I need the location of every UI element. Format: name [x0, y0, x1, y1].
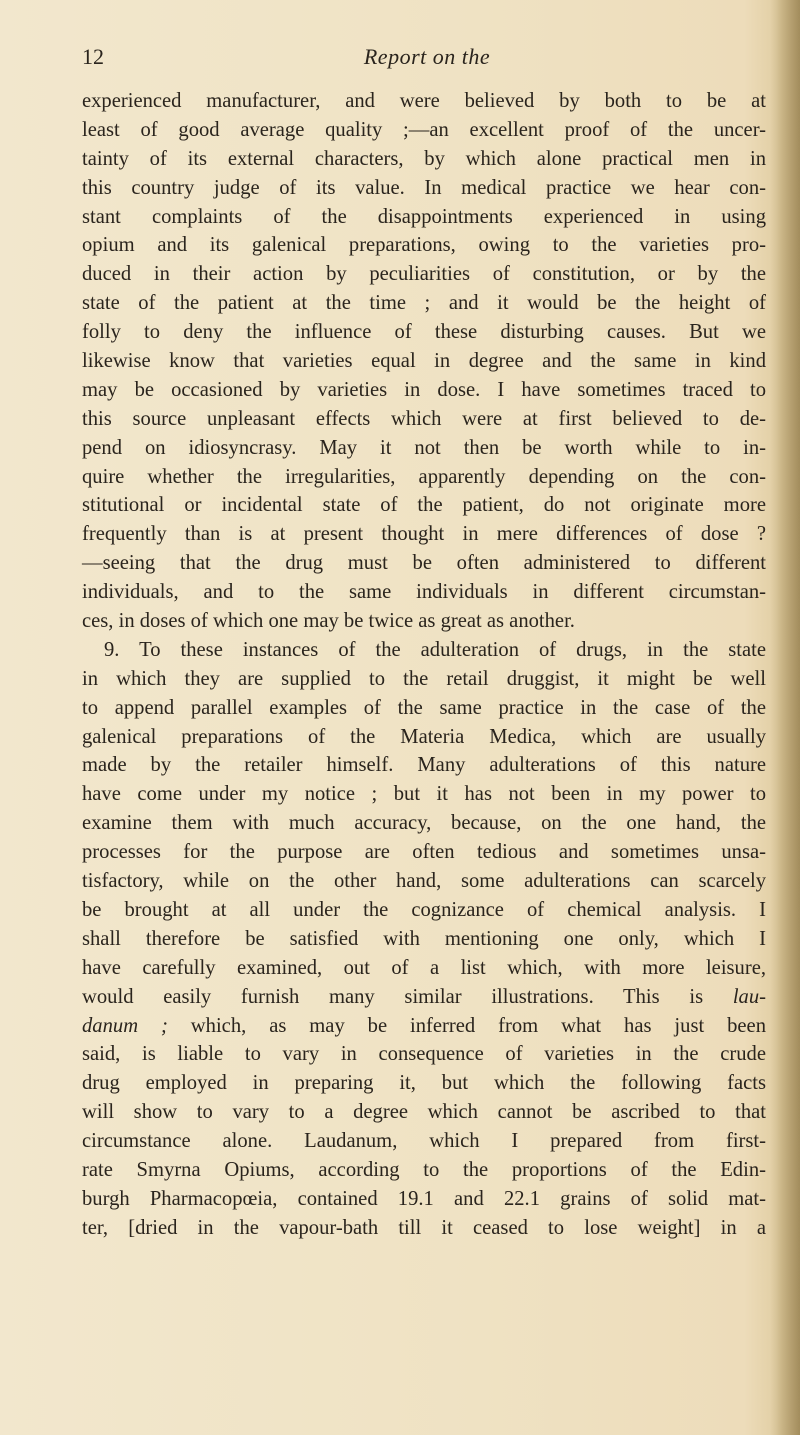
text-line: have carefully examined, out of a list which, with more leisure,: [82, 956, 766, 979]
italic-term: lau-: [732, 985, 766, 1008]
text-line: this country judge of its value. In medical practice we hear con-: [82, 176, 766, 199]
text-line: may be occasioned by varieties in dose. I have sometimes traced to: [82, 378, 766, 401]
text-line: —seeing that the drug must be often administered to different: [82, 552, 766, 575]
text-line: stitutional or incidental state of the patient, do not originate more: [82, 494, 766, 517]
text-line: in which they are supplied to the retail druggist, it might be well: [82, 667, 766, 690]
text-line: have come under my notice ; but it has not been in my power to: [82, 783, 766, 806]
text-line: burgh Pharmacopœia, contained 19.1 and 22.1 grains of solid mat-: [82, 1187, 766, 1210]
text-line: likewise know that varieties equal in degree and the same in kind: [82, 350, 766, 373]
text-line: opium and its galenical preparations, owing to the varieties pro-: [82, 234, 766, 257]
text-line: quire whether the irregularities, apparently depending on the con-: [82, 465, 766, 488]
page-number: 12: [82, 44, 104, 69]
text-line: said, is liable to vary in consequence of varieties in the crude: [82, 1043, 766, 1066]
text-line: folly to deny the influence of these disturbing causes. But we: [82, 321, 766, 344]
text-line: ces, in doses of which one may be twice as great as another.: [82, 610, 575, 633]
text-line: to append parallel examples of the same practice in the case of the: [82, 696, 766, 719]
text-line: would easily furnish many similar illustrations. This is lau-: [82, 985, 766, 1008]
paragraph-start-line: 9. To these instances of the adulteration of drugs, in the state: [104, 638, 766, 661]
text-line: rate Smyrna Opiums, according to the proportions of the Edin-: [82, 1158, 766, 1181]
text-line: individuals, and to the same individuals in different circumstan-: [82, 581, 766, 604]
text-line: least of good average quality ;—an excellent proof of the uncer-: [82, 118, 766, 141]
text-line: be brought at all under the cognizance of chemical analysis. I: [82, 898, 766, 921]
text-line: will show to vary to a degree which cannot be ascribed to that: [82, 1101, 766, 1124]
text-line: duced in their action by peculiarities of constitution, or by the: [82, 263, 766, 286]
text-line: made by the retailer himself. Many adulterations of this nature: [82, 754, 766, 777]
text-line: danum ; which, as may be inferred from what has just been: [82, 1014, 766, 1037]
text-line: examine them with much accuracy, because, on the one hand, the: [82, 812, 766, 835]
text-line: ter, [dried in the vapour-bath till it ceased to lose weight] in a: [82, 1216, 766, 1239]
text-line: stant complaints of the disappointments experienced in using: [82, 205, 766, 228]
body-text: [82, 87, 766, 1243]
text-line: processes for the purpose are often tedious and sometimes unsa-: [82, 841, 766, 864]
text-line: state of the patient at the time ; and it would be the height of: [82, 292, 766, 315]
running-title: Report on the: [363, 44, 491, 69]
text-line: tisfactory, while on the other hand, some adulterations can scarcely: [82, 870, 766, 893]
text-line: galenical preparations of the Materia Medica, which are usually: [82, 725, 766, 748]
text-line: pend on idiosyncrasy. May it not then be worth while to in-: [82, 436, 766, 459]
text-line: drug employed in preparing it, but which the following facts: [82, 1072, 766, 1095]
page-edge-shadow: [770, 0, 800, 1435]
text-line: this source unpleasant effects which were at first believed to de-: [82, 407, 766, 430]
text-line: experienced manufacturer, and were believed by both to be at: [82, 90, 766, 112]
italic-term: danum ;: [82, 1014, 168, 1037]
text-line: tainty of its external characters, by which alone practical men in: [82, 147, 766, 170]
text-line: frequently than is at present thought in mere differences of dose ?: [82, 523, 766, 546]
text-line: circumstance alone. Laudanum, which I prepared from first-: [82, 1130, 766, 1153]
text-line: shall therefore be satisfied with mentioning one only, which I: [82, 927, 766, 950]
page-header: [82, 44, 772, 84]
